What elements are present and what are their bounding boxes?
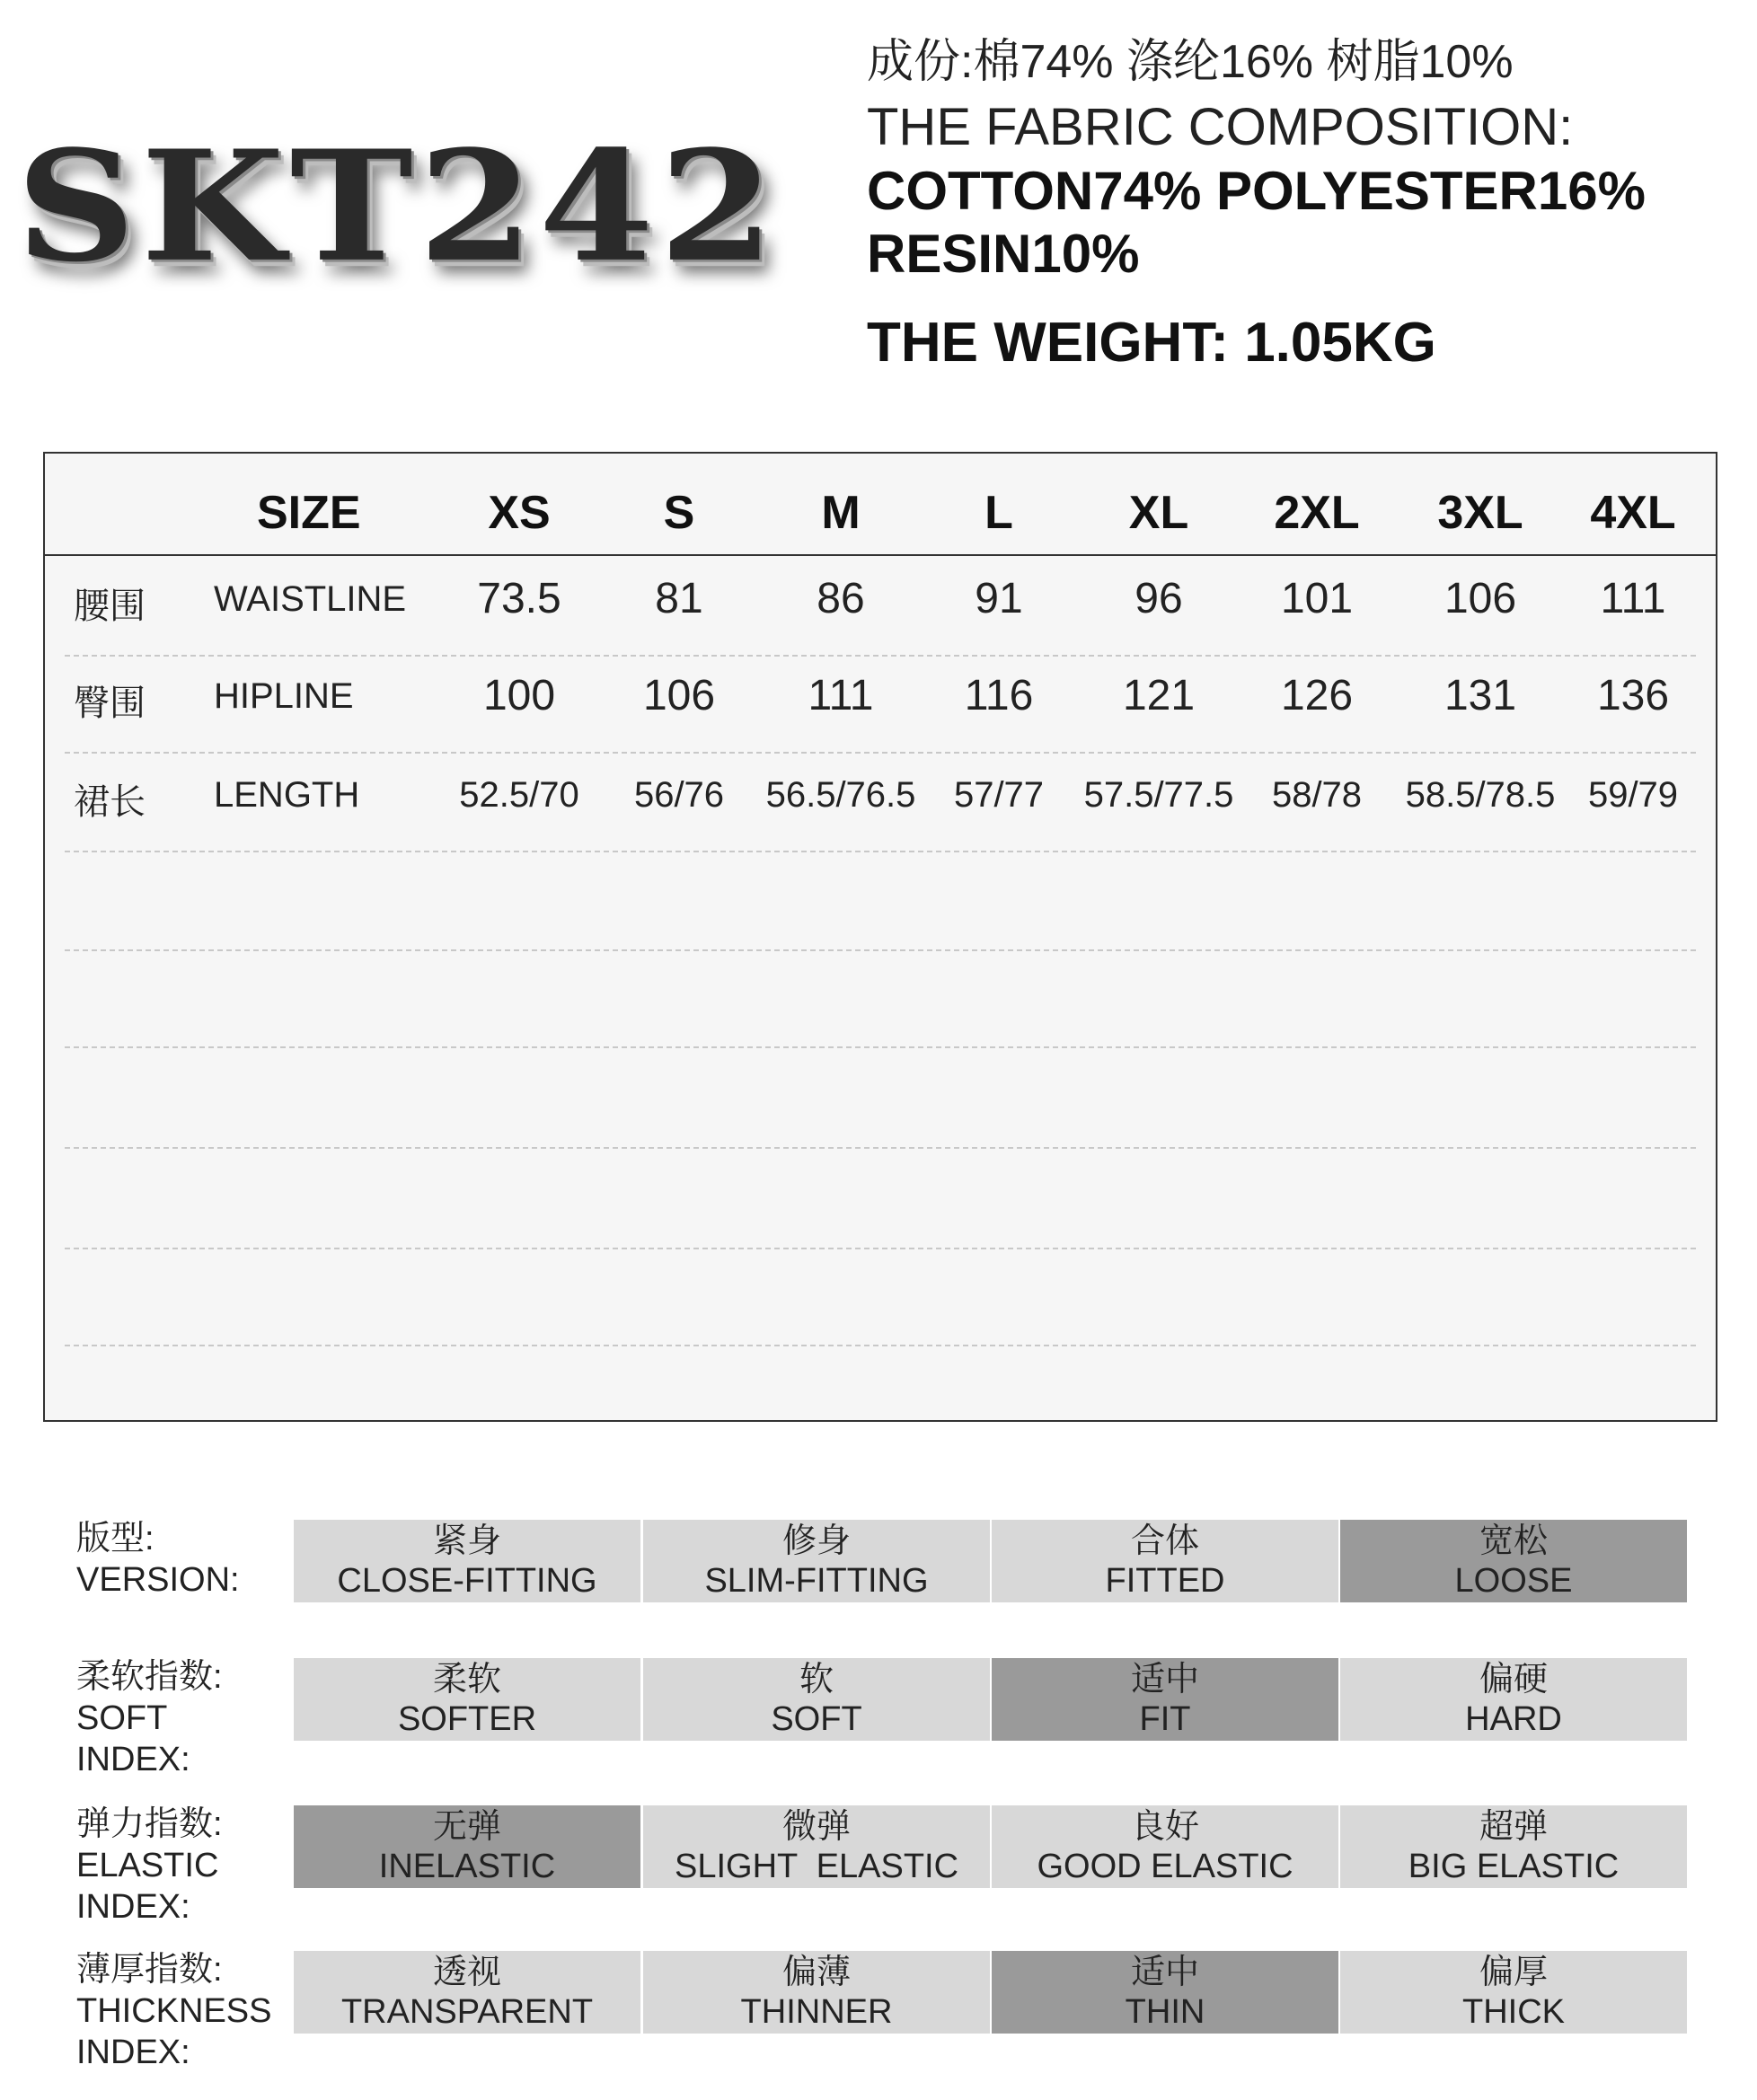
table-cell: 96: [1135, 575, 1183, 622]
table-cell: 121: [1122, 672, 1196, 719]
table-cell: 73.5: [477, 575, 561, 622]
option-label-cn: 透视: [432, 1954, 501, 1991]
size-header-m: M: [821, 487, 861, 539]
row-divider: [65, 851, 1696, 852]
row-divider: [65, 1248, 1696, 1249]
size-header-3xl: 3XL: [1437, 487, 1523, 539]
attribute-label-cn: 版型:: [76, 1520, 155, 1557]
row-label-en: LENGTH: [214, 775, 360, 815]
size-header-label: SIZE: [257, 487, 361, 539]
header-divider: [45, 554, 1716, 556]
attribute-label-en: SOFT: [76, 1699, 168, 1737]
attribute-label: [76, 1804, 223, 1928]
option-label-en: THIN: [1125, 1993, 1205, 2031]
size-header-l: L: [984, 487, 1013, 539]
attribute-label-cn: 薄厚指数:: [76, 1951, 223, 1989]
option-label-en: THINNER: [740, 1993, 893, 2031]
size-header-xl: XL: [1128, 487, 1189, 539]
option-label-en: FITTED: [1105, 1562, 1225, 1600]
table-cell: 136: [1596, 672, 1670, 719]
option-label-en: LOOSE: [1454, 1562, 1573, 1600]
option-label-cn: 偏硬: [1479, 1661, 1548, 1699]
attribute-option: [643, 1658, 990, 1741]
option-label-en: TRANSPARENT: [340, 1993, 594, 2031]
row-divider: [65, 752, 1696, 754]
option-label-cn: 软: [799, 1661, 834, 1699]
table-cell: 111: [808, 672, 874, 719]
table-cell: 81: [655, 575, 703, 622]
size-header-4xl: 4XL: [1590, 487, 1676, 539]
attribute-label-en: INDEX:: [76, 2034, 190, 2071]
option-label-en: INELASTIC: [378, 1848, 556, 1885]
attribute-label: [76, 1949, 271, 2073]
size-header-xs: XS: [488, 487, 551, 539]
table-cell: 86: [817, 575, 865, 622]
option-label-cn: 修身: [781, 1522, 851, 1560]
table-cell: 131: [1444, 672, 1517, 719]
attribute-option: [643, 1951, 990, 2034]
attribute-label-en: ELASTIC: [76, 1847, 219, 1884]
table-cell: 58.5/78.5: [1405, 775, 1556, 815]
attribute-option-selected: [992, 1951, 1338, 2034]
option-label-cn: 宽松: [1479, 1522, 1548, 1560]
row-label-cn: 裙长: [74, 782, 146, 822]
composition-en-label: THE FABRIC COMPOSITION:: [867, 98, 1574, 156]
attribute-option: [294, 1520, 640, 1602]
table-cell: 106: [642, 672, 716, 719]
table-cell: 101: [1280, 575, 1354, 622]
option-label-cn: 良好: [1130, 1808, 1199, 1846]
table-cell: 57.5/77.5: [1083, 775, 1234, 815]
table-cell: 106: [1444, 575, 1517, 622]
table-cell: 126: [1280, 672, 1354, 719]
attribute-option: [643, 1520, 990, 1602]
attribute-option: [1340, 1658, 1687, 1741]
composition-en-line1: COTTON74% POLYESTER16%: [867, 161, 1646, 221]
option-label-en: THICK: [1462, 1993, 1565, 2031]
attribute-option: [1340, 1805, 1687, 1888]
option-label-en: SLIGHT ELASTIC: [674, 1848, 959, 1885]
table-cell: 111: [1600, 575, 1666, 622]
option-label-en: SOFTER: [397, 1700, 537, 1738]
attribute-option: [294, 1951, 640, 2034]
attribute-option: [992, 1805, 1338, 1888]
table-cell: 52.5/70: [459, 775, 579, 815]
option-label-cn: 微弹: [781, 1808, 851, 1846]
table-cell: 59/79: [1587, 775, 1679, 815]
attribute-label-en: VERSION:: [76, 1561, 240, 1599]
row-label-cn: 臀围: [74, 684, 146, 723]
option-label-en: SLIM-FITTING: [704, 1562, 929, 1600]
option-label-cn: 超弹: [1479, 1808, 1548, 1846]
row-divider: [65, 949, 1696, 951]
row-divider: [65, 1345, 1696, 1346]
attribute-label: [76, 1656, 223, 1780]
option-label-en: CLOSE-FITTING: [337, 1562, 597, 1600]
size-chart-table: [43, 452, 1717, 1422]
table-cell: 58/78: [1271, 775, 1363, 815]
attribute-option-selected: [1340, 1520, 1687, 1602]
attribute-option: [294, 1658, 640, 1741]
table-cell: 56.5/76.5: [765, 775, 916, 815]
attribute-label-en: THICKNESS: [76, 1992, 272, 2030]
option-label-en: SOFT: [771, 1700, 862, 1738]
attribute-option-selected: [294, 1805, 640, 1888]
attribute-label-cn: 柔软指数:: [76, 1658, 223, 1696]
row-label-cn: 腰围: [74, 587, 146, 626]
row-divider: [65, 655, 1696, 657]
table-cell: 116: [964, 672, 1034, 719]
product-code-logo: SKT242: [16, 117, 780, 296]
option-label-en: FIT: [1139, 1700, 1191, 1738]
attribute-option: [992, 1520, 1338, 1602]
fabric-weight: THE WEIGHT: 1.05KG: [867, 312, 1436, 374]
option-label-cn: 适中: [1130, 1954, 1199, 1991]
option-label-cn: 紧身: [432, 1522, 501, 1560]
table-cell: 91: [975, 575, 1023, 622]
option-label-en: HARD: [1465, 1700, 1562, 1738]
option-label-cn: 偏厚: [1479, 1954, 1548, 1991]
composition-en-line2: RESIN10%: [867, 224, 1140, 284]
option-label-cn: 合体: [1130, 1522, 1199, 1560]
attribute-label-cn: 弹力指数:: [76, 1805, 223, 1843]
option-label-cn: 适中: [1130, 1661, 1199, 1699]
attribute-label-en: INDEX:: [76, 1888, 190, 1926]
table-cell: 100: [482, 672, 556, 719]
option-label-cn: 偏薄: [781, 1954, 851, 1991]
attribute-option-selected: [992, 1658, 1338, 1741]
row-label-en: HIPLINE: [214, 676, 354, 716]
attribute-option: [1340, 1951, 1687, 2034]
row-divider: [65, 1046, 1696, 1048]
attribute-label-en: INDEX:: [76, 1741, 190, 1778]
option-label-cn: 柔软: [432, 1661, 501, 1699]
size-header-2xl: 2XL: [1274, 487, 1360, 539]
option-label-en: GOOD ELASTIC: [1037, 1848, 1293, 1885]
row-label-en: WAISTLINE: [214, 579, 407, 619]
composition-cn: 成份:棉74% 涤纶16% 树脂10%: [867, 36, 1514, 88]
row-divider: [65, 1147, 1696, 1149]
attribute-option: [643, 1805, 990, 1888]
attribute-label: [76, 1518, 240, 1601]
option-label-en: BIG ELASTIC: [1408, 1848, 1620, 1885]
option-label-cn: 无弹: [432, 1808, 501, 1846]
table-cell: 56/76: [633, 775, 725, 815]
table-cell: 57/77: [953, 775, 1045, 815]
size-header-s: S: [663, 487, 695, 539]
